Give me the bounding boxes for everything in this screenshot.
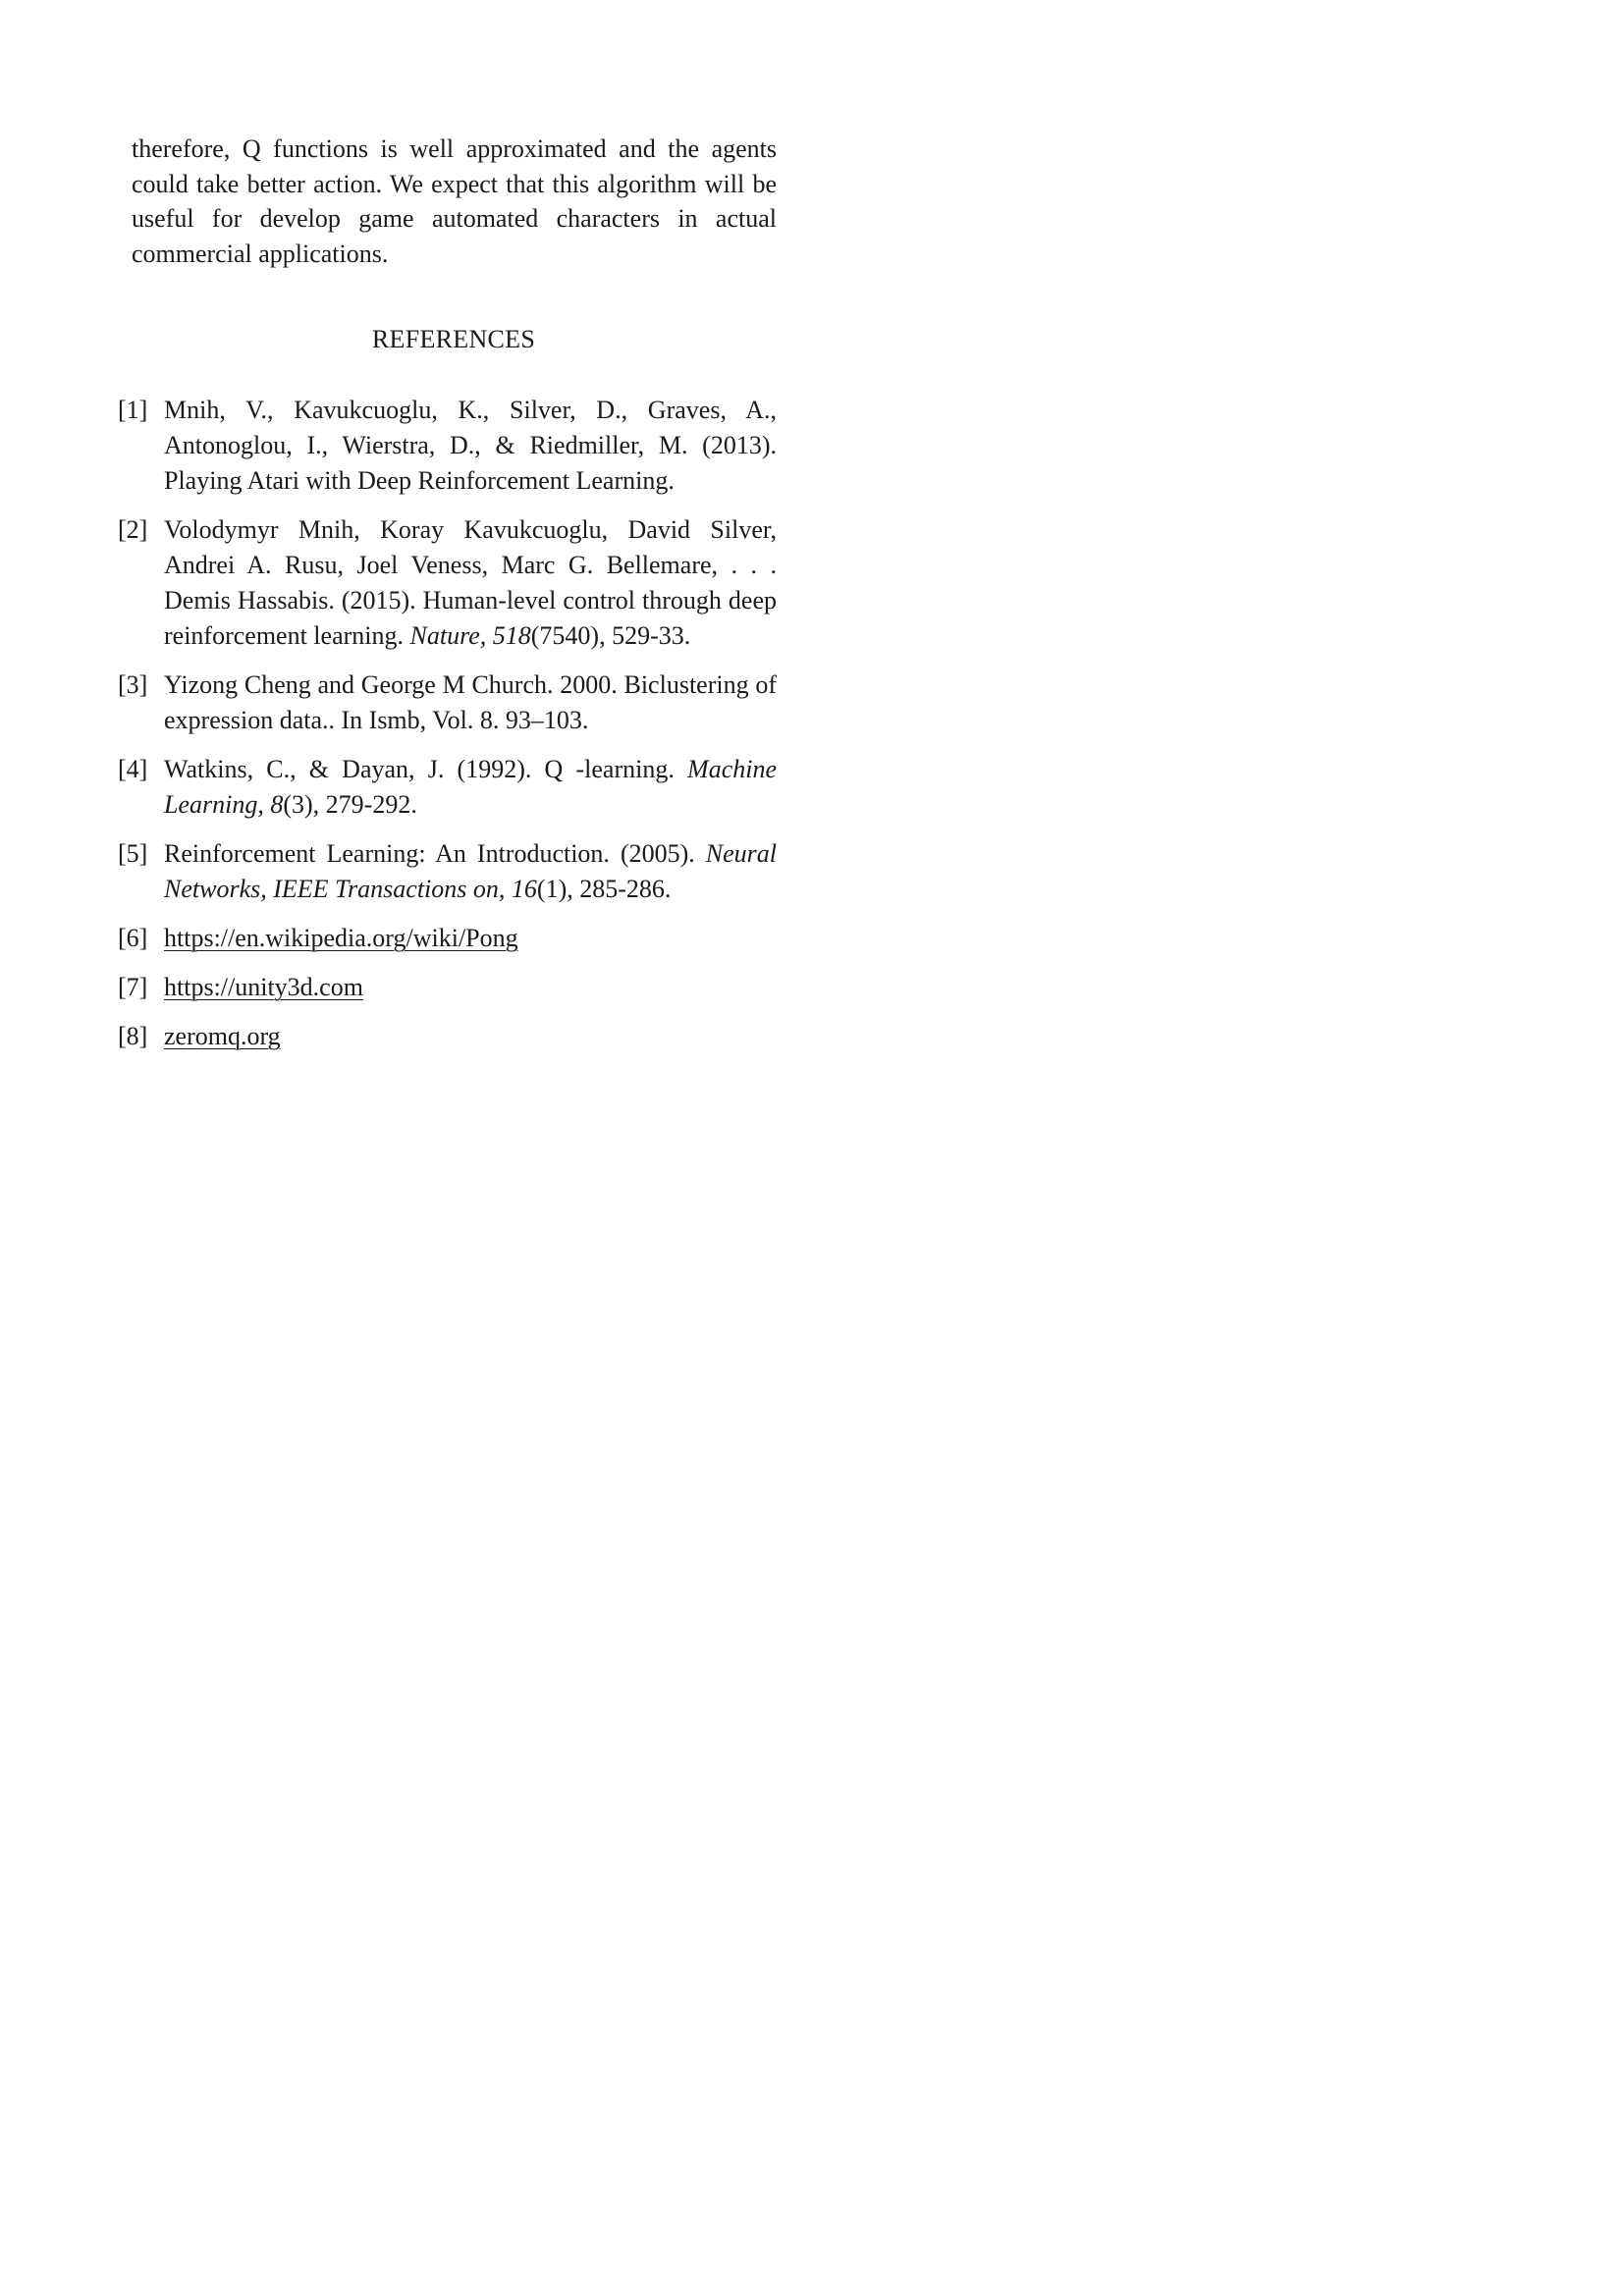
reference-number: [2] [118, 515, 148, 544]
intro-paragraph: therefore, Q functions is well approximated and the agents could take better action. We expect that this algorithm will be useful for develop game automated characters in actual commercial applications. [132, 134, 777, 268]
reference-link[interactable]: https://en.wikipedia.org/wiki/Pong [164, 924, 518, 952]
reference-text: Mnih, V., Kavukcuoglu, K., Silver, D., Graves, A., Antonoglou, I., Wierstra, D., & Riedmiller, M. (2013). Playing Atari with Deep Reinforcement Learning. [164, 396, 777, 495]
reference-item [118, 393, 777, 499]
reference-number: [1] [118, 396, 148, 424]
reference-italic-text: Neural Networks, IEEE Transactions on, 16 [164, 839, 777, 903]
reference-text: (7540), 529-33. [530, 621, 691, 650]
reference-item [118, 512, 777, 654]
references-list [118, 393, 777, 1054]
reference-text: (3), 279-292. [283, 790, 417, 819]
page-column [118, 132, 777, 1068]
reference-item [118, 921, 777, 956]
reference-item [118, 970, 777, 1005]
reference-number: [6] [118, 924, 148, 952]
reference-number: [4] [118, 755, 148, 783]
references-heading: REFERENCES [371, 325, 536, 353]
reference-text: Volodymyr Mnih, Koray Kavukcuoglu, David Silver, Andrei A. Rusu, Joel Veness, Marc G. Bellemare, . . . Demis Hassabis. (2015). Human-level control through deep reinforcement learning. [164, 515, 777, 650]
reference-italic-text: Nature, 518 [409, 621, 531, 650]
reference-text: Watkins, C., & Dayan, J. (1992). Q -learning. [164, 755, 688, 783]
reference-number: [7] [118, 973, 148, 1001]
reference-italic-text: Machine Learning, 8 [164, 755, 777, 819]
reference-text: (1), 285-286. [536, 875, 672, 903]
reference-number: [5] [118, 839, 148, 868]
reference-item [118, 667, 777, 738]
reference-number: [8] [118, 1022, 148, 1050]
reference-text: Yizong Cheng and George M Church. 2000. Biclustering of expression data.. In Ismb, Vol. 8. 93–103. [164, 670, 777, 734]
reference-text: Reinforcement Learning: An Introduction. (2005). [164, 839, 706, 868]
reference-item [118, 836, 777, 907]
reference-number: [3] [118, 670, 148, 699]
reference-link[interactable]: https://unity3d.com [164, 973, 363, 1001]
reference-link[interactable]: zeromq.org [164, 1022, 281, 1050]
reference-item [118, 1019, 777, 1054]
reference-item [118, 752, 777, 823]
